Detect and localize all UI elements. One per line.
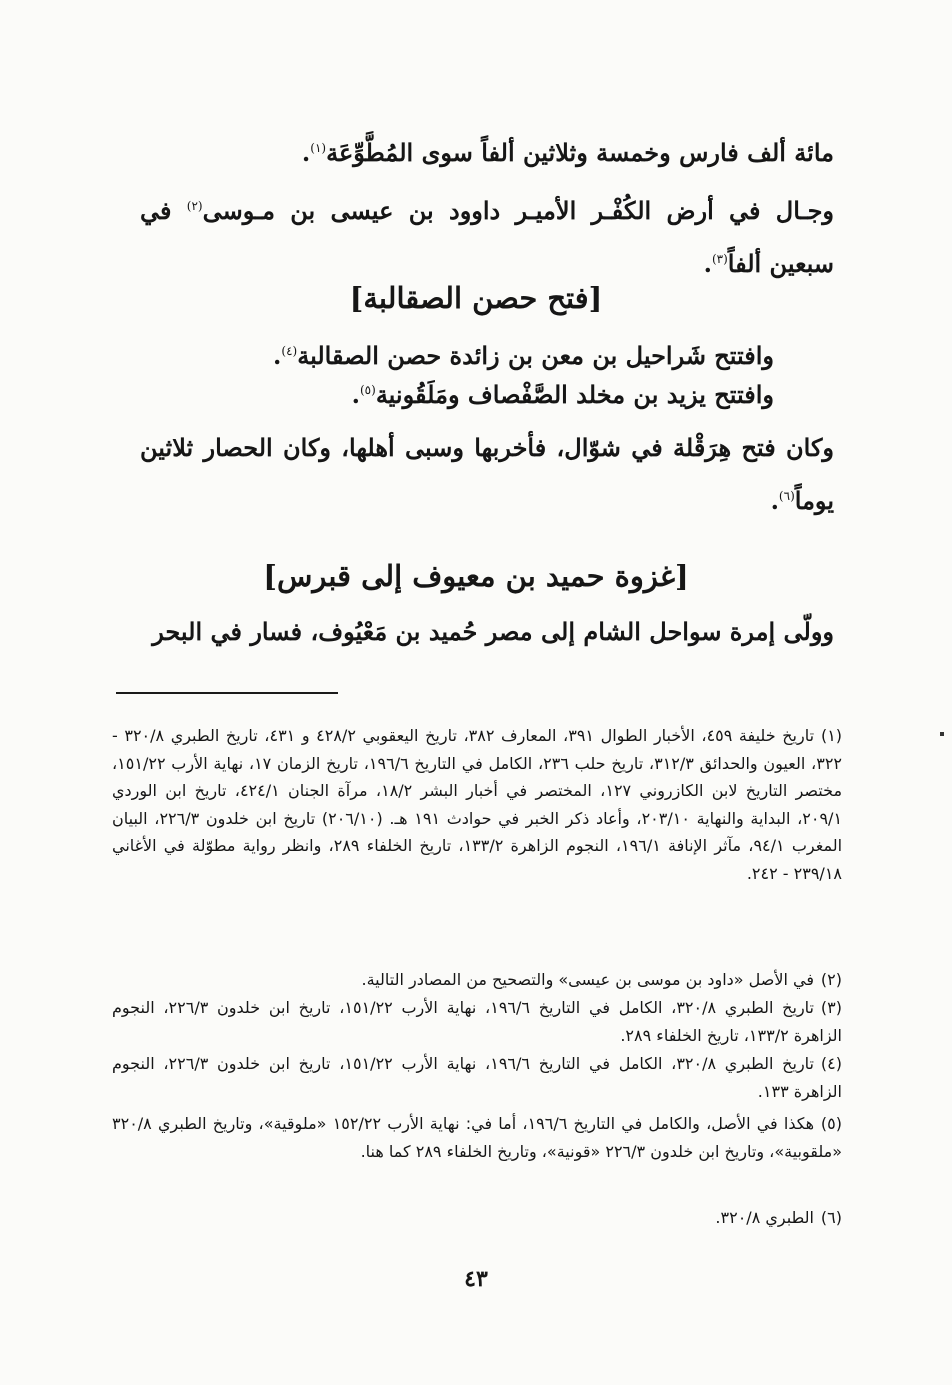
footnote-ref-1[interactable]: (١) <box>310 141 327 155</box>
footnote-ref-3[interactable]: (٣) <box>711 252 728 266</box>
footnote-text: الطبري ٣٢٠/٨. <box>715 1208 814 1227</box>
footnote-6 <box>112 1204 842 1232</box>
scan-speck <box>940 732 944 736</box>
paragraph-1: مائة ألف فارس وخمسة وثلاثين ألفاً سوى المُطَّوِّعَة$^{(١)}$. <box>301 138 834 167</box>
footnote-5 <box>112 1110 842 1165</box>
footnote-number: (٢) <box>820 970 842 989</box>
footnote-ref-2[interactable]: (٢) <box>186 199 203 213</box>
footnote-ref-4[interactable]: (٤) <box>281 344 298 358</box>
section-heading-humaid-cyprus: [غزوة حميد بن معيوف إلى قبرس] <box>263 559 689 593</box>
footnote-ref-6[interactable]: (٦) <box>778 489 795 503</box>
footnote-4 <box>112 1050 842 1105</box>
section-heading-saqaliba: [فتح حصن الصقالبة] <box>349 281 603 315</box>
paragraph-5: وكان فتح هِرَقْلة في شوّال، فأخربها وسبى أهلها، وكان الحصار ثلاثين يوماً$^{(٦)}$. <box>140 433 834 515</box>
footnote-text: هكذا في الأصل، والكامل في التاريخ ١٩٦/٦، أما في: نهاية الأرب ١٥٢/٢٢ «ملوقية»، وتاريخ الطبري ٣٢٠/٨ «ملقوبية»، وتاريخ ابن خلدون ٢٢٦/٣ «قونية»، وتاريخ الخلفاء ٢٨٩ كما هنا. <box>112 1114 842 1161</box>
page-number: ٤٣ <box>464 1266 488 1292</box>
paragraph-2: وجـال في أرض الكُفْـر الأميـر داوود بن عيسى بن مـوسى$^{(٢)}$ في سبعين ألفاً$^{(٣)}$. <box>140 196 834 278</box>
paragraph-3: وافتتح شَراحيل بن معن بن زائدة حصن الصقالبة$^{(٤)}$. <box>273 341 774 370</box>
footnote-ref-5[interactable]: (٥) <box>359 383 376 397</box>
footnote-number: (٤) <box>820 1054 843 1073</box>
footnote-number: (٥) <box>820 1114 843 1133</box>
paragraph-4: وافتتح يزيد بن مخلد الصَّفْصاف ومَلَقُونية$^{(٥)}$. <box>351 380 774 409</box>
footnote-1 <box>112 722 842 887</box>
footnote-number: (٦) <box>820 1208 842 1227</box>
footnote-number: (١) <box>820 726 843 745</box>
footnote-3 <box>112 994 842 1049</box>
footnote-text: تاريخ الطبري ٣٢٠/٨، الكامل في التاريخ ١٩٦/٦، نهاية الأرب ١٥١/٢٢، تاريخ ابن خلدون ٢٢٦/٣، النجوم الزاهرة ١٣٣. <box>112 1054 842 1101</box>
paragraph-6: وولّى إمرة سواحل الشام إلى مصر حُميد بن مَعْيُوف، فسار في البحر <box>152 617 834 646</box>
footnote-2 <box>112 966 842 994</box>
footnote-divider <box>116 692 338 694</box>
footnote-number: (٣) <box>820 998 843 1017</box>
footnote-text: تاريخ خليفة ٤٥٩، الأخبار الطوال ٣٩١، المعارف ٣٨٢، تاريخ اليعقوبي ٤٢٨/٢ و ٤٣١، تاريخ الطبري ٣٢٠/٨ - ٣٢٢، العيون والحدائق ٣١٢/٣، تاريخ حلب ٢٣٦، الكامل في التاريخ ١٩٦/٦، تاريخ الزمان ١٧، نهاية الأرب ١٥١/٢٢، مختصر التاريخ لابن الكازروني ١٢٧، المختصر في أخبار البشر ١٨/٢، مرآة الجنان ٤٢٤/١، تاريخ ابن الوردي ٢٠٩/١، البداية والنهاية ٢٠٣/١٠، وأعاد ذكر الخبر في حوادث ١٩١ هـ. (٢٠٦/١٠) تاريخ ابن خلدون ٢٢٦/٣، البيان المغرب ٩٤/١، مآثر الإنافة ١٩٦/١، النجوم الزاهرة ١٣٣/٢، تاريخ الخلفاء ٢٨٩، وانظر رواية مطوّلة في الأغاني ٢٣٩/١٨ - ٢٤٢. <box>112 726 843 883</box>
footnote-text: تاريخ الطبري ٣٢٠/٨، الكامل في التاريخ ١٩٦/٦، نهاية الأرب ١٥١/٢٢، تاريخ ابن خلدون ٢٢٦/٣، النجوم الزاهرة ١٣٣/٢، تاريخ الخلفاء ٢٨٩. <box>112 998 842 1045</box>
footnote-text: في الأصل «داود بن موسى بن عيسى» والتصحيح من المصادر التالية. <box>361 970 814 989</box>
